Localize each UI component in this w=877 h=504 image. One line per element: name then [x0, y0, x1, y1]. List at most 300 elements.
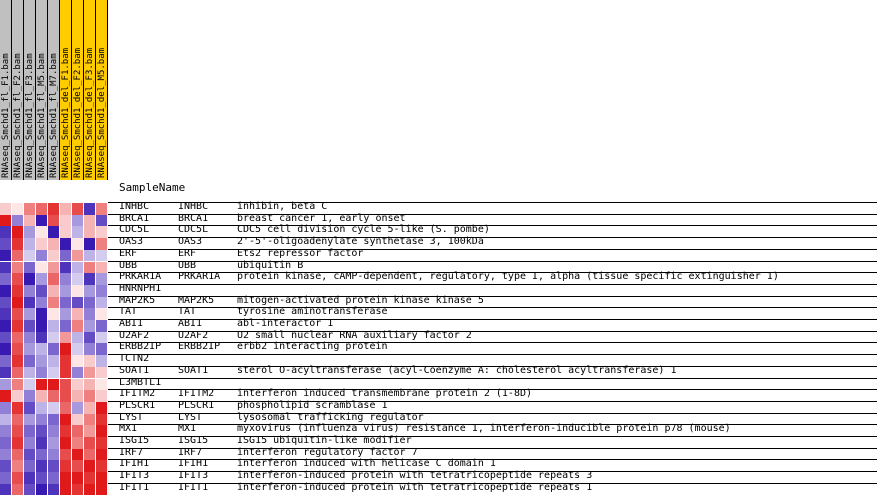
gene-name: IRF7: [178, 446, 203, 458]
heatmap-cell: [84, 262, 96, 274]
row-divider: [108, 319, 877, 320]
heatmap-cell: [72, 215, 84, 227]
heatmap-cell: [96, 472, 108, 484]
heatmap-cell: [48, 203, 60, 215]
heatmap-cell: [72, 226, 84, 238]
column-header-label: RNAseq_Smchd1_fl_M5.bam: [37, 53, 47, 178]
gene-description: Ets2 repressor factor: [237, 247, 364, 259]
heatmap-cell: [72, 262, 84, 274]
heatmap-cell: [36, 332, 48, 344]
heatmap-cell: [24, 203, 36, 215]
heatmap-cell: [48, 425, 60, 437]
heatmap-cell: [96, 273, 108, 285]
gene-symbol: OAS3: [119, 236, 144, 248]
heatmap-cell: [72, 484, 84, 496]
heatmap-cell: [48, 379, 60, 391]
heatmap-cell: [12, 203, 24, 215]
gene-symbol: BRCA1: [119, 212, 150, 224]
heatmap-cell: [0, 273, 12, 285]
heatmap-cell: [36, 414, 48, 426]
heatmap-cell: [0, 425, 12, 437]
heatmap-cell: [36, 425, 48, 437]
column-header-label: RNAseq_Smchd1_del_F3.bam: [85, 47, 95, 178]
heatmap-cell: [12, 285, 24, 297]
heatmap-cell: [36, 203, 48, 215]
gene-name: IFITM2: [178, 388, 215, 400]
heatmap-cell: [60, 273, 72, 285]
column-header: [72, 0, 84, 180]
heatmap-cell: [96, 414, 108, 426]
gene-symbol: HNRNPH1: [119, 282, 162, 294]
heatmap-cell: [96, 297, 108, 309]
heatmap-cell: [60, 285, 72, 297]
column-header-label: RNAseq_Smchd1_fl_F3.bam: [25, 53, 35, 178]
heatmap-cell: [72, 460, 84, 472]
heatmap-cell: [48, 472, 60, 484]
heatmap-cell: [48, 262, 60, 274]
heatmap-cell: [60, 215, 72, 227]
heatmap-cell: [60, 262, 72, 274]
heatmap-cell: [84, 414, 96, 426]
heatmap-cell: [24, 449, 36, 461]
heatmap-cell: [12, 343, 24, 355]
heatmap-cell: [60, 332, 72, 344]
heatmap-cell: [12, 379, 24, 391]
gene-description: interferon induced with helicase C domain 1: [237, 458, 496, 470]
heatmap-cell: [72, 297, 84, 309]
heatmap-cell: [48, 437, 60, 449]
gene-name: ABI1: [178, 318, 203, 329]
heatmap-cell: [72, 238, 84, 250]
gene-symbol: PRKAR1A: [119, 271, 162, 283]
gene-name: SOAT1: [178, 364, 209, 376]
column-header-label: RNAseq_Smchd1_del_F2.bam: [73, 47, 83, 178]
heatmap-cell: [72, 414, 84, 426]
heatmap-cell: [72, 449, 84, 461]
column-header-label: RNAseq_Smchd1_fl_M7.bam: [49, 53, 59, 178]
heatmap-cell: [0, 215, 12, 227]
gene-description: interferon induced transmembrane protein 2 (1-8D): [237, 388, 533, 400]
gene-description: abl-interactor 1: [237, 318, 334, 329]
heatmap-cell: [12, 472, 24, 484]
heatmap-cell: [84, 367, 96, 379]
heatmap-cell: [12, 226, 24, 238]
heatmap-cell: [84, 250, 96, 262]
heatmap-cell: [0, 379, 12, 391]
heatmap-cell: [12, 308, 24, 320]
heatmap-cell: [12, 215, 24, 227]
heatmap-cell: [96, 367, 108, 379]
heatmap-cell: [48, 285, 60, 297]
heatmap-cell: [24, 425, 36, 437]
heatmap-cell: [84, 343, 96, 355]
heatmap-cell: [24, 308, 36, 320]
heatmap-cell: [96, 460, 108, 472]
heatmap-cell: [12, 332, 24, 344]
heatmap-cell: [36, 297, 48, 309]
heatmap-cell: [24, 460, 36, 472]
gene-description: erbb2 interacting protein: [237, 341, 388, 353]
gene-name: IFIT3: [178, 470, 209, 482]
heatmap-cell: [60, 379, 72, 391]
heatmap-cell: [72, 203, 84, 215]
heatmap-cell: [72, 250, 84, 262]
heatmap-cell: [84, 425, 96, 437]
column-header: [48, 0, 60, 180]
heatmap-cell: [96, 250, 108, 262]
heatmap-cell: [24, 367, 36, 379]
gene-symbol: SOAT1: [119, 364, 150, 376]
gene-symbol: CDC5L: [119, 224, 150, 236]
heatmap-cell: [48, 250, 60, 262]
gene-description: myxovirus (influenza virus) resistance 1, interferon-inducible protein p78 (mouse): [237, 423, 731, 435]
column-headers: [0, 0, 108, 202]
heatmap-cell: [24, 355, 36, 367]
gene-name: OAS3: [178, 236, 203, 248]
column-header: [12, 0, 24, 180]
heatmap-cell: [84, 238, 96, 250]
gene-description: CDC5 cell division cycle 5-like (S. pombe): [237, 224, 490, 236]
heatmap-cell: [48, 320, 60, 332]
heatmap-cell: [12, 484, 24, 496]
gene-description: interferon-induced protein with tetratricopeptide repeats 1: [237, 481, 593, 493]
gene-symbol: TCTN2: [119, 353, 150, 365]
heatmap-cell: [12, 367, 24, 379]
heatmap-cell: [0, 238, 12, 250]
gene-symbol: MX1: [119, 423, 138, 435]
heatmap-cell: [84, 484, 96, 496]
heatmap-cell: [48, 484, 60, 496]
heatmap-cell: [96, 203, 108, 215]
heatmap-cell: [84, 402, 96, 414]
heatmap-cell: [36, 460, 48, 472]
heatmap-cell: [48, 414, 60, 426]
gene-name: IFIT1: [178, 481, 209, 493]
heatmap-cell: [84, 273, 96, 285]
heatmap-cell: [60, 320, 72, 332]
heatmap-cell: [12, 402, 24, 414]
heatmap-cell: [0, 250, 12, 262]
heatmap-cell: [96, 402, 108, 414]
heatmap-cell: [96, 390, 108, 402]
heatmap-cell: [96, 332, 108, 344]
heatmap-cell: [60, 250, 72, 262]
heatmap-cell: [72, 332, 84, 344]
heatmap-cell: [36, 285, 48, 297]
row-divider: [108, 237, 877, 238]
heatmap-cell: [72, 472, 84, 484]
heatmap-cell: [96, 379, 108, 391]
heatmap-cell: [96, 343, 108, 355]
heatmap-cell: [48, 355, 60, 367]
heatmap-cell: [84, 437, 96, 449]
column-header: [60, 0, 72, 180]
heatmap-cell: [96, 449, 108, 461]
gene-symbol: IFITM2: [119, 388, 156, 400]
row-divider: [108, 331, 877, 332]
heatmap-cell: [72, 320, 84, 332]
heatmap-cell: [36, 437, 48, 449]
gene-description: 2'-5'-oligoadenylate synthetase 3, 100kDa: [237, 236, 484, 248]
heatmap-cell: [36, 273, 48, 285]
heatmap-cell: [84, 203, 96, 215]
gene-name: ERF: [178, 247, 197, 259]
row-divider: [108, 448, 877, 449]
heatmap-cell: [36, 379, 48, 391]
heatmap-cell: [84, 390, 96, 402]
heatmap-cell: [12, 425, 24, 437]
heatmap-cell: [60, 238, 72, 250]
heatmap-cell: [12, 437, 24, 449]
heatmap-cell: [72, 308, 84, 320]
heatmap-cell: [12, 449, 24, 461]
gene-description: mitogen-activated protein kinase kinase 5: [237, 294, 484, 306]
gene-name: IFIH1: [178, 458, 209, 470]
heatmap-cell: [24, 379, 36, 391]
column-header: [24, 0, 36, 180]
heatmap-cell: [48, 460, 60, 472]
heatmap-cell: [0, 390, 12, 402]
heatmap-cell: [24, 297, 36, 309]
heatmap-cell: [60, 460, 72, 472]
heatmap-cell: [0, 460, 12, 472]
gene-symbol: PLSCR1: [119, 399, 156, 411]
gene-name: LYST: [178, 411, 203, 423]
heatmap-cell: [48, 367, 60, 379]
row-divider: [108, 413, 877, 414]
gene-symbol: IFIH1: [119, 458, 150, 470]
heatmap-cell: [96, 238, 108, 250]
heatmap-cell: [36, 449, 48, 461]
gene-symbol: ISG15: [119, 435, 150, 446]
gene-description: tyrosine aminotransferase: [237, 306, 388, 318]
row-divider: [108, 249, 877, 250]
heatmap-cell: [84, 308, 96, 320]
heatmap-cell: [60, 226, 72, 238]
heatmap-cell: [0, 367, 12, 379]
gene-symbol: MAP2K5: [119, 294, 156, 306]
heatmap-cell: [12, 355, 24, 367]
heatmap-cell: [12, 320, 24, 332]
heatmap-cell: [84, 285, 96, 297]
heatmap-cell: [48, 273, 60, 285]
heatmap-cell: [72, 379, 84, 391]
row-divider: [108, 401, 877, 402]
heatmap-cell: [36, 215, 48, 227]
row-divider: [108, 436, 877, 437]
gene-symbol: ERF: [119, 247, 138, 259]
heatmap-cell: [36, 238, 48, 250]
heatmap-cell: [60, 367, 72, 379]
heatmap-cell: [0, 472, 12, 484]
heatmap-cell: [12, 250, 24, 262]
heatmap-cell: [36, 320, 48, 332]
heatmap-cell: [0, 285, 12, 297]
gene-name: CDC5L: [178, 224, 209, 236]
heatmap-cell: [12, 262, 24, 274]
gene-name: TAT: [178, 306, 197, 318]
heatmap-cell: [24, 484, 36, 496]
heatmap-cell: [84, 460, 96, 472]
heatmap-cell: [24, 250, 36, 262]
heatmap-cell: [36, 226, 48, 238]
heatmap-cell: [36, 472, 48, 484]
heatmap-cell: [48, 297, 60, 309]
column-header: [96, 0, 108, 180]
sample-name-label: SampleName: [119, 181, 186, 194]
heatmap-cell: [72, 367, 84, 379]
gene-description: interferon-induced protein with tetratricopeptide repeats 3: [237, 470, 593, 482]
heatmap-cell: [48, 226, 60, 238]
heatmap-cell: [24, 273, 36, 285]
heatmap-cell: [0, 343, 12, 355]
gene-description: U2 small nuclear RNA auxiliary factor 2: [237, 329, 472, 341]
heatmap-cell: [0, 308, 12, 320]
heatmap-cell: [60, 425, 72, 437]
gene-name: ISG15: [178, 435, 209, 446]
heatmap-cell: [0, 320, 12, 332]
gene-symbol: INHBC: [119, 201, 150, 212]
heatmap-cell: [0, 297, 12, 309]
heatmap-cell: [96, 262, 108, 274]
heatmap-cell: [60, 355, 72, 367]
column-header: [0, 0, 12, 180]
gene-symbol: LYST: [119, 411, 144, 423]
heatmap-cell: [0, 484, 12, 496]
row-divider: [108, 354, 877, 355]
gene-name: UBB: [178, 259, 197, 271]
heatmap-cell: [60, 449, 72, 461]
heatmap-cell: [96, 285, 108, 297]
column-header-label: RNAseq_Smchd1_del_M5.bam: [97, 47, 107, 178]
heatmap-cell: [96, 308, 108, 320]
heatmap-cell: [60, 390, 72, 402]
heatmap-cell: [72, 273, 84, 285]
gene-name: U2AF2: [178, 329, 209, 341]
heatmap-cell: [0, 414, 12, 426]
heatmap-cell: [36, 343, 48, 355]
heatmap-cell: [24, 390, 36, 402]
heatmap-cell: [72, 390, 84, 402]
heatmap-cell: [24, 343, 36, 355]
heatmap-cell: [48, 343, 60, 355]
heatmap-cell: [24, 414, 36, 426]
heatmap-cell: [72, 437, 84, 449]
heatmap-cell: [84, 332, 96, 344]
gene-description: breast cancer 1, early onset: [237, 212, 406, 224]
heatmap-cell: [84, 355, 96, 367]
gene-symbol: UBB: [119, 259, 138, 271]
heatmap-cell: [24, 238, 36, 250]
heatmap-cell: [36, 367, 48, 379]
column-header: [36, 0, 48, 180]
heatmap-cell: [0, 203, 12, 215]
gene-name: ERBB2IP: [178, 341, 221, 353]
heatmap-cell: [72, 402, 84, 414]
heatmap-cell: [96, 355, 108, 367]
heatmap-cell: [96, 226, 108, 238]
heatmap-cell: [84, 226, 96, 238]
gene-description: ubiquitin B: [237, 259, 304, 271]
row-divider: [108, 225, 877, 226]
heatmap-row: [0, 481, 877, 496]
heatmap-cell: [60, 472, 72, 484]
gene-description: lysosomal trafficking regulator: [237, 411, 424, 423]
heatmap-cell: [60, 308, 72, 320]
heatmap-cell: [24, 472, 36, 484]
heatmap-cell: [84, 449, 96, 461]
gene-name: BRCA1: [178, 212, 209, 224]
column-header-label: RNAseq_Smchd1_fl_F2.bam: [13, 53, 23, 178]
heatmap-cell: [96, 484, 108, 496]
heatmap-cell: [60, 484, 72, 496]
row-divider: [108, 307, 877, 308]
heatmap-cell: [84, 297, 96, 309]
gene-name: MAP2K5: [178, 294, 215, 306]
heatmap-cell: [24, 226, 36, 238]
heatmap-cell: [84, 472, 96, 484]
heatmap-cell: [72, 285, 84, 297]
gene-name: PRKAR1A: [178, 271, 221, 283]
gene-description: sterol O-acyltransferase (acyl-Coenzyme A: cholesterol acyltransferase) 1: [237, 364, 677, 376]
gene-name: PLSCR1: [178, 399, 215, 411]
heatmap-cell: [36, 262, 48, 274]
gene-description: interferon regulatory factor 7: [237, 446, 418, 458]
heatmap-cell: [60, 203, 72, 215]
heatmap-cell: [12, 297, 24, 309]
column-header-label: RNAseq_Smchd1_del_F1.bam: [61, 47, 71, 178]
column-header-label: RNAseq_Smchd1_fl_F1.bam: [1, 53, 11, 178]
heatmap-cell: [60, 402, 72, 414]
heatmap-cell: [36, 355, 48, 367]
gene-description: protein kinase, cAMP-dependent, regulatory, type I, alpha (tissue specific extinguisher 1): [237, 271, 779, 283]
heatmap-cell: [96, 215, 108, 227]
heatmap-cell: [48, 449, 60, 461]
heatmap-cell: [36, 250, 48, 262]
heatmap-cell: [72, 343, 84, 355]
heatmap-cell: [24, 262, 36, 274]
heatmap-cell: [48, 332, 60, 344]
heatmap-cell: [0, 449, 12, 461]
column-header: [84, 0, 96, 180]
heatmap-cell: [60, 437, 72, 449]
row-divider: [108, 342, 877, 343]
heatmap-cell: [48, 390, 60, 402]
heatmap-cell: [12, 273, 24, 285]
gene-description: ISG15 ubiquitin-like modifier: [237, 435, 412, 446]
heatmap-cell: [36, 308, 48, 320]
gene-name: INHBC: [178, 201, 209, 212]
heatmap-cell: [60, 343, 72, 355]
gene-symbol: IRF7: [119, 446, 144, 458]
heatmap-cell: [24, 320, 36, 332]
row-divider: [108, 378, 877, 379]
heatmap-cell: [24, 215, 36, 227]
gene-symbol: IFIT1: [119, 481, 150, 493]
heatmap-cell: [60, 414, 72, 426]
heatmap-cell: [84, 320, 96, 332]
gene-symbol: IFIT3: [119, 470, 150, 482]
row-divider: [108, 261, 877, 262]
heatmap-cell: [72, 355, 84, 367]
gene-symbol: ABI1: [119, 318, 144, 329]
heatmap-cell: [24, 332, 36, 344]
heatmap-cell: [0, 262, 12, 274]
gene-symbol: U2AF2: [119, 329, 150, 341]
heatmap-cell: [60, 297, 72, 309]
heatmap-cell: [0, 402, 12, 414]
row-divider: [108, 296, 877, 297]
